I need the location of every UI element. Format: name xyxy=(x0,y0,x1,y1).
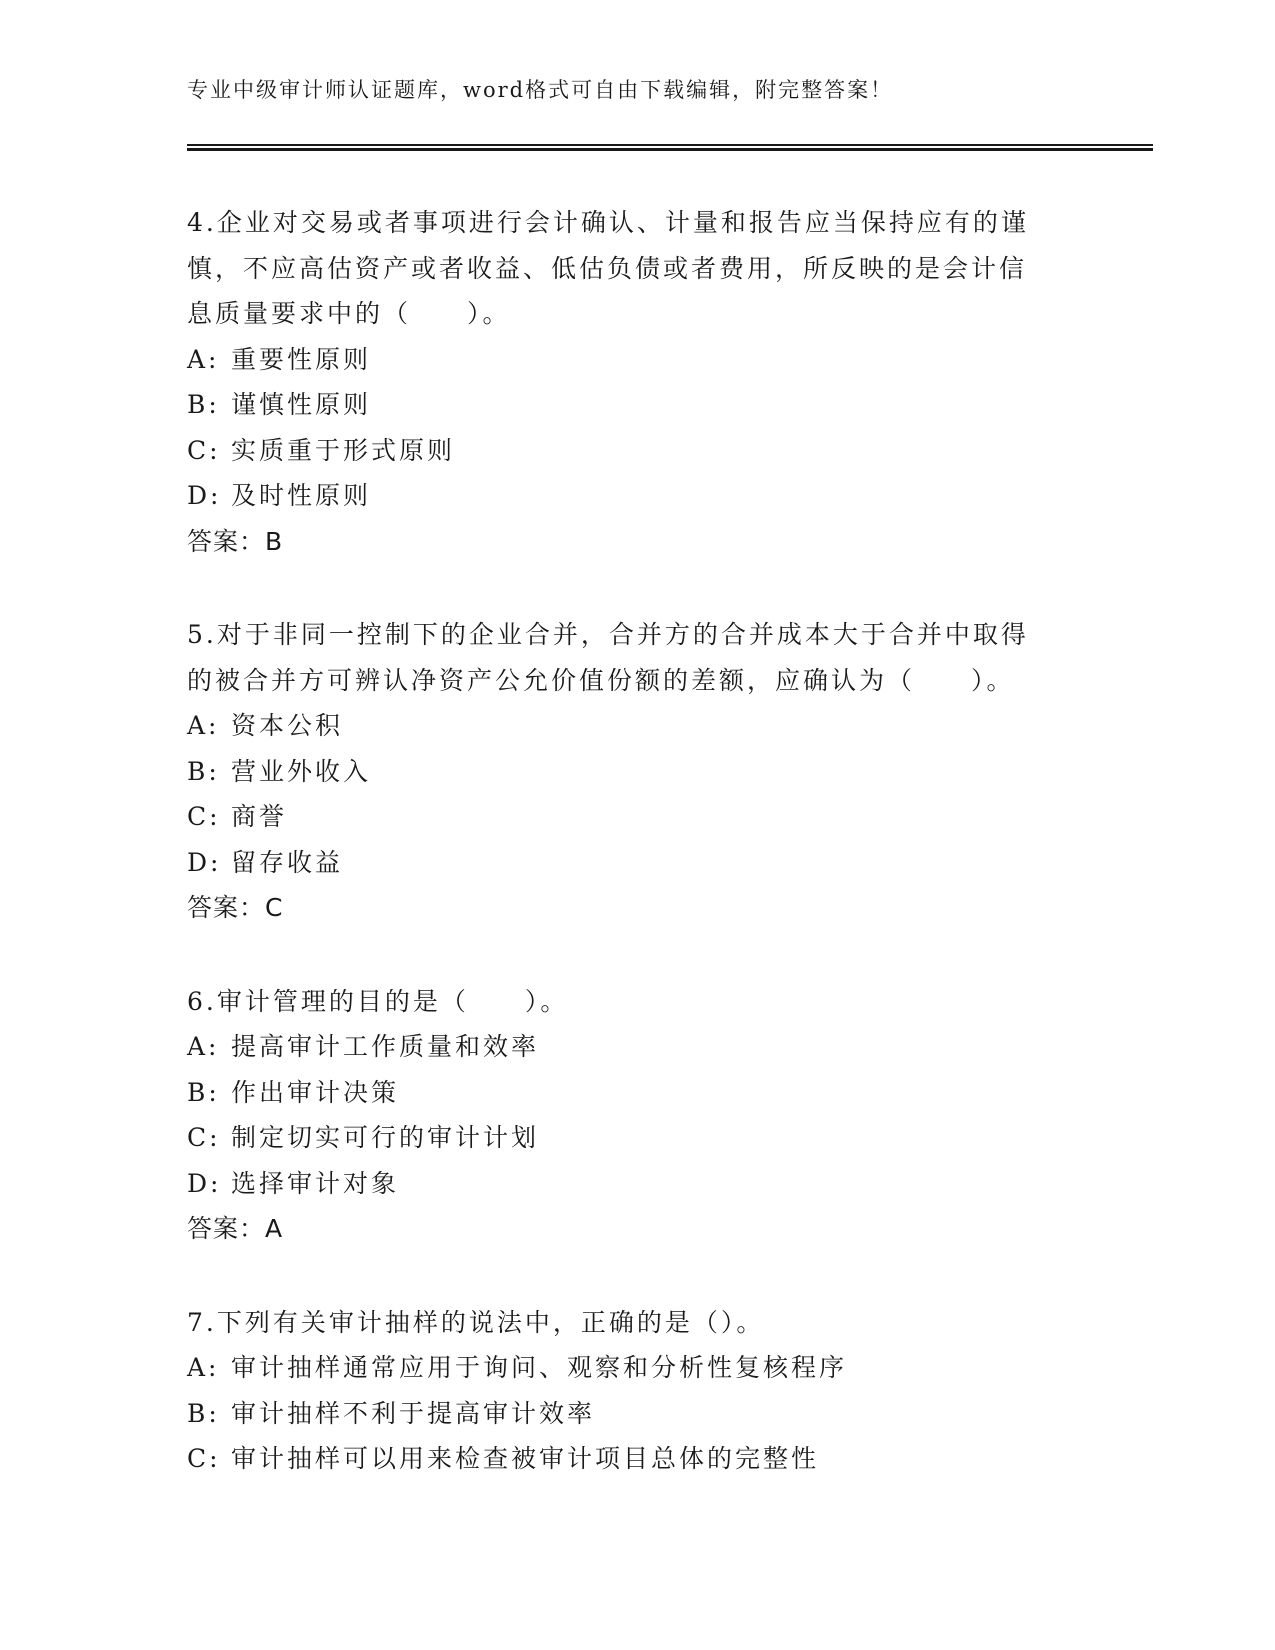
question-6 xyxy=(187,979,1067,1252)
option-text: 营业外收入 xyxy=(231,756,372,786)
option-key: C: xyxy=(187,802,221,831)
option-text: 实质重于形式原则 xyxy=(231,435,456,465)
question-stem xyxy=(187,979,1067,1025)
option-key: A: xyxy=(187,1032,220,1061)
option-d xyxy=(187,473,1067,519)
option-b xyxy=(187,1391,1067,1437)
question-7 xyxy=(187,1300,1067,1482)
option-d xyxy=(187,1161,1067,1207)
option-text: 审计抽样不利于提高审计效率 xyxy=(231,1398,596,1428)
header-rule-thick xyxy=(187,148,1153,151)
option-key: C: xyxy=(187,1123,221,1152)
answer-line: 答案：B xyxy=(187,526,284,556)
option-key: D: xyxy=(187,847,222,877)
option-b xyxy=(187,749,1067,795)
option-a xyxy=(187,703,1067,749)
option-d xyxy=(187,840,1067,886)
stem-line: 5.对于非同一控制下的企业合并，合并方的合并成本大于合并中取得 xyxy=(187,620,1029,649)
option-c xyxy=(187,1436,1067,1482)
option-key: B: xyxy=(187,1398,220,1428)
option-text: 资本公积 xyxy=(231,711,344,740)
option-a xyxy=(187,1024,1067,1070)
option-a xyxy=(187,337,1067,383)
option-text: 及时性原则 xyxy=(231,481,372,510)
option-key: B: xyxy=(187,756,220,786)
option-b xyxy=(187,1070,1067,1116)
option-text: 审计抽样通常应用于询问、观察和分析性复核程序 xyxy=(231,1353,848,1382)
option-text: 商誉 xyxy=(231,802,288,831)
stem-line: 6.审计管理的目的是（ ）。 xyxy=(187,986,569,1016)
option-c xyxy=(187,428,1067,474)
option-text: 提高审计工作质量和效率 xyxy=(231,1032,540,1061)
option-c xyxy=(187,794,1067,840)
question-stem xyxy=(187,200,1067,337)
stem-line: 的被合并方可辨认净资产公允价值份额的差额，应确认为（ ）。 xyxy=(187,665,1015,695)
question-4 xyxy=(187,200,1067,564)
stem-line: 7.下列有关审计抽样的说法中，正确的是（）。 xyxy=(187,1307,765,1337)
option-key: B: xyxy=(187,1077,220,1107)
option-key: A: xyxy=(187,711,220,740)
question-5 xyxy=(187,612,1067,931)
question-list xyxy=(187,200,1067,1530)
option-text: 重要性原则 xyxy=(231,344,372,374)
option-text: 选择审计对象 xyxy=(231,1168,400,1198)
option-c xyxy=(187,1115,1067,1161)
header-note: 专业中级审计师认证题库，word格式可自由下载编辑，附完整答案！ xyxy=(187,78,894,102)
option-key: A: xyxy=(187,344,220,374)
question-stem xyxy=(187,612,1067,703)
option-key: C: xyxy=(187,1444,221,1473)
option-text: 谨慎性原则 xyxy=(231,390,372,419)
option-key: D: xyxy=(187,481,222,510)
question-stem xyxy=(187,1300,1067,1346)
option-text: 留存收益 xyxy=(231,847,344,877)
option-key: B: xyxy=(187,390,220,419)
stem-line: 4.企业对交易或者事项进行会计确认、计量和报告应当保持应有的谨 xyxy=(187,208,1029,237)
answer-line: 答案：A xyxy=(187,1214,284,1243)
option-a xyxy=(187,1345,1067,1391)
option-b xyxy=(187,382,1067,428)
option-key: C: xyxy=(187,435,221,465)
option-text: 作出审计决策 xyxy=(231,1077,400,1107)
option-text: 审计抽样可以用来检查被审计项目总体的完整性 xyxy=(231,1444,820,1473)
option-key: D: xyxy=(187,1168,222,1198)
stem-line: 慎，不应高估资产或者收益、低估负债或者费用，所反映的是会计信 xyxy=(187,253,1028,283)
header-rule-thin xyxy=(187,144,1153,146)
option-key: A: xyxy=(187,1353,220,1382)
stem-line: 息质量要求中的（ ）。 xyxy=(187,299,511,328)
option-text: 制定切实可行的审计计划 xyxy=(231,1123,540,1152)
answer-line: 答案：C xyxy=(187,893,284,922)
